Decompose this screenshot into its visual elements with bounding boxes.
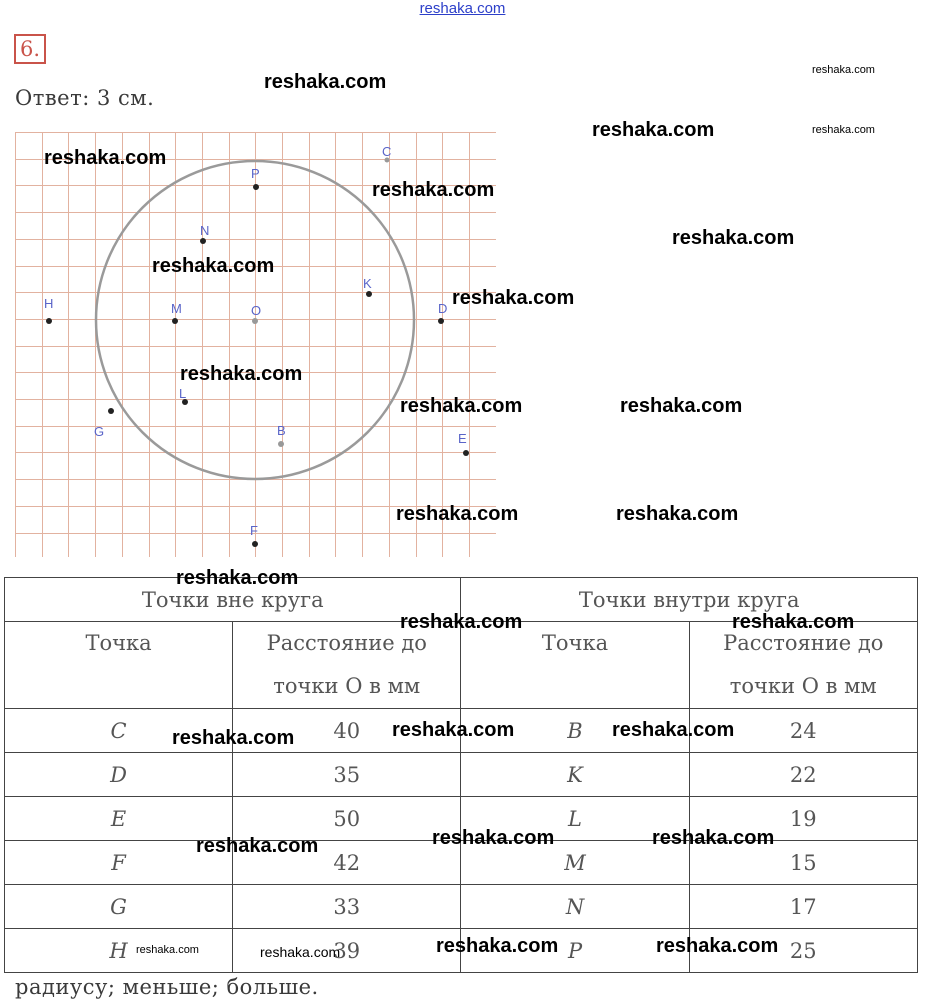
col-distance-inside: [689, 622, 917, 709]
out-dist: 33: [233, 885, 461, 929]
in-dist: 19: [689, 797, 917, 841]
watermark: reshaka.com: [152, 255, 275, 277]
label-b: B: [277, 423, 286, 438]
in-point: K: [461, 753, 689, 797]
watermark: reshaka.com: [812, 124, 875, 136]
label-g: G: [94, 424, 105, 439]
label-e: E: [458, 431, 467, 446]
out-point: F: [5, 841, 233, 885]
watermark: reshaka.com: [260, 944, 341, 960]
label-f: F: [250, 523, 258, 538]
col-point-outside: Точка: [5, 622, 233, 709]
point-f: [252, 541, 258, 547]
watermark: reshaka.com: [432, 827, 555, 849]
watermark: reshaka.com: [612, 719, 735, 741]
in-point: M: [461, 841, 689, 885]
col-point-inside: Точка: [461, 622, 689, 709]
answer-text: Ответ: 3 см.: [15, 86, 155, 110]
watermark: reshaka.com: [592, 119, 715, 141]
footer-text: радиусу; меньше; больше.: [15, 975, 319, 999]
out-point: D: [5, 753, 233, 797]
label-d: D: [438, 301, 448, 316]
watermark: reshaka.com: [656, 935, 779, 957]
watermark: reshaka.com: [452, 287, 575, 309]
in-dist: 15: [689, 841, 917, 885]
site-link[interactable]: reshaka.com: [419, 0, 506, 17]
watermark: reshaka.com: [396, 503, 519, 525]
in-dist: 24: [689, 709, 917, 753]
point-n: [200, 238, 206, 244]
watermark: reshaka.com: [264, 71, 387, 93]
watermark: reshaka.com: [616, 503, 739, 525]
label-o: O: [251, 303, 262, 318]
out-point: G: [5, 885, 233, 929]
watermark: reshaka.com: [176, 567, 299, 589]
watermark: reshaka.com: [44, 147, 167, 169]
out-dist: 42: [233, 841, 461, 885]
out-point: H: [5, 929, 233, 973]
task-number: 6.: [14, 34, 46, 64]
watermark: reshaka.com: [196, 835, 319, 857]
in-dist: 22: [689, 753, 917, 797]
col-distance-outside: [233, 622, 461, 709]
distance-table: [4, 577, 918, 973]
watermark: reshaka.com: [136, 944, 199, 956]
watermark: reshaka.com: [372, 179, 495, 201]
in-point: B: [461, 709, 689, 753]
label-h: H: [44, 296, 54, 311]
in-point: P: [461, 929, 689, 973]
point-m: [172, 318, 178, 324]
out-dist: 40: [233, 709, 461, 753]
watermark: reshaka.com: [172, 727, 295, 749]
watermark: reshaka.com: [652, 827, 775, 849]
point-d: [438, 318, 444, 324]
table-row: [5, 753, 918, 797]
out-point: E: [5, 797, 233, 841]
watermark: reshaka.com: [812, 64, 875, 76]
point-p: [253, 184, 259, 190]
watermark: reshaka.com: [436, 935, 559, 957]
label-m: M: [171, 301, 182, 316]
label-k: K: [363, 276, 372, 291]
label-p: P: [251, 166, 260, 181]
watermark: reshaka.com: [400, 395, 523, 417]
inside-header: Точки внутри круга: [461, 578, 918, 622]
point-h: [46, 318, 52, 324]
out-dist: 35: [233, 753, 461, 797]
col-distance-line2: точки O в мм: [729, 674, 877, 698]
outside-header: Точки вне круга: [5, 578, 461, 622]
label-n: N: [200, 223, 210, 238]
in-dist: 25: [689, 929, 917, 973]
watermark: reshaka.com: [620, 395, 743, 417]
point-e: [463, 450, 469, 456]
watermark: reshaka.com: [400, 611, 523, 633]
point-b: [278, 441, 284, 447]
in-point: L: [461, 797, 689, 841]
watermark: reshaka.com: [180, 363, 303, 385]
watermark: reshaka.com: [672, 227, 795, 249]
point-g: [108, 408, 114, 414]
col-distance-line2: точки O в мм: [273, 674, 421, 698]
in-point: N: [461, 885, 689, 929]
col-distance-line1: Расстояние до: [723, 631, 884, 655]
in-dist: 17: [689, 885, 917, 929]
label-c: C: [382, 144, 392, 159]
watermark: reshaka.com: [732, 611, 855, 633]
col-distance-line1: Расстояние до: [266, 631, 427, 655]
watermark: reshaka.com: [392, 719, 515, 741]
out-dist: 39: [233, 929, 461, 973]
out-dist: 50: [233, 797, 461, 841]
label-l: L: [179, 386, 187, 401]
table-row: [5, 885, 918, 929]
out-point: C: [5, 709, 233, 753]
point-o: [252, 318, 258, 324]
point-k: [366, 291, 372, 297]
